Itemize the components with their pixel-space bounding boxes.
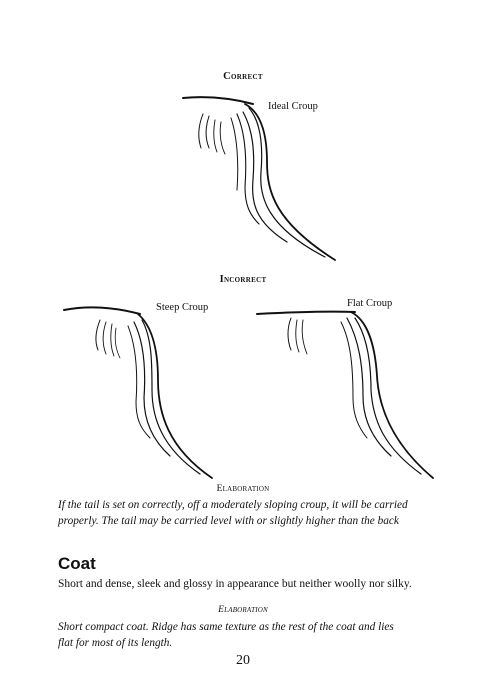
tail-elaboration-line-2: properly. The tail may be carried level with or slightly higher than the back [58, 515, 399, 528]
coat-standard-text: Short and dense, sleek and glossy in appearance but neither woolly nor silky. [58, 578, 412, 590]
flat-croup-label: Flat Croup [347, 298, 393, 309]
coat-elaboration-text [58, 619, 448, 652]
tail-elaboration-line-1: If the tail is set on correctly, off a moderately sloping croup, it will be carried [58, 499, 408, 511]
tail-elaboration-title: Elaboration [216, 484, 270, 494]
flat-croup-drawing [255, 296, 445, 481]
steep-croup-drawing [60, 298, 220, 483]
coat-elaboration-title: Elaboration [218, 605, 268, 615]
flat-croup-figure [255, 296, 445, 481]
steep-croup-label: Steep Croup [156, 302, 209, 313]
steep-croup-figure [60, 298, 220, 483]
page-number: 20 [236, 653, 250, 668]
tail-elaboration-text [58, 497, 438, 530]
coat-elaboration-line-1: Short compact coat. Ridge has same texture as the rest of the coat and lies [58, 621, 394, 633]
ideal-croup-drawing [175, 92, 345, 267]
ideal-croup-figure [175, 92, 345, 267]
ideal-croup-label: Ideal Croup [268, 101, 318, 112]
coat-heading: Coat [58, 554, 96, 573]
incorrect-heading: Incorrect [219, 274, 267, 285]
coat-elaboration-line-2: flat for most of its length. [58, 637, 173, 650]
correct-heading: Correct [223, 71, 263, 82]
